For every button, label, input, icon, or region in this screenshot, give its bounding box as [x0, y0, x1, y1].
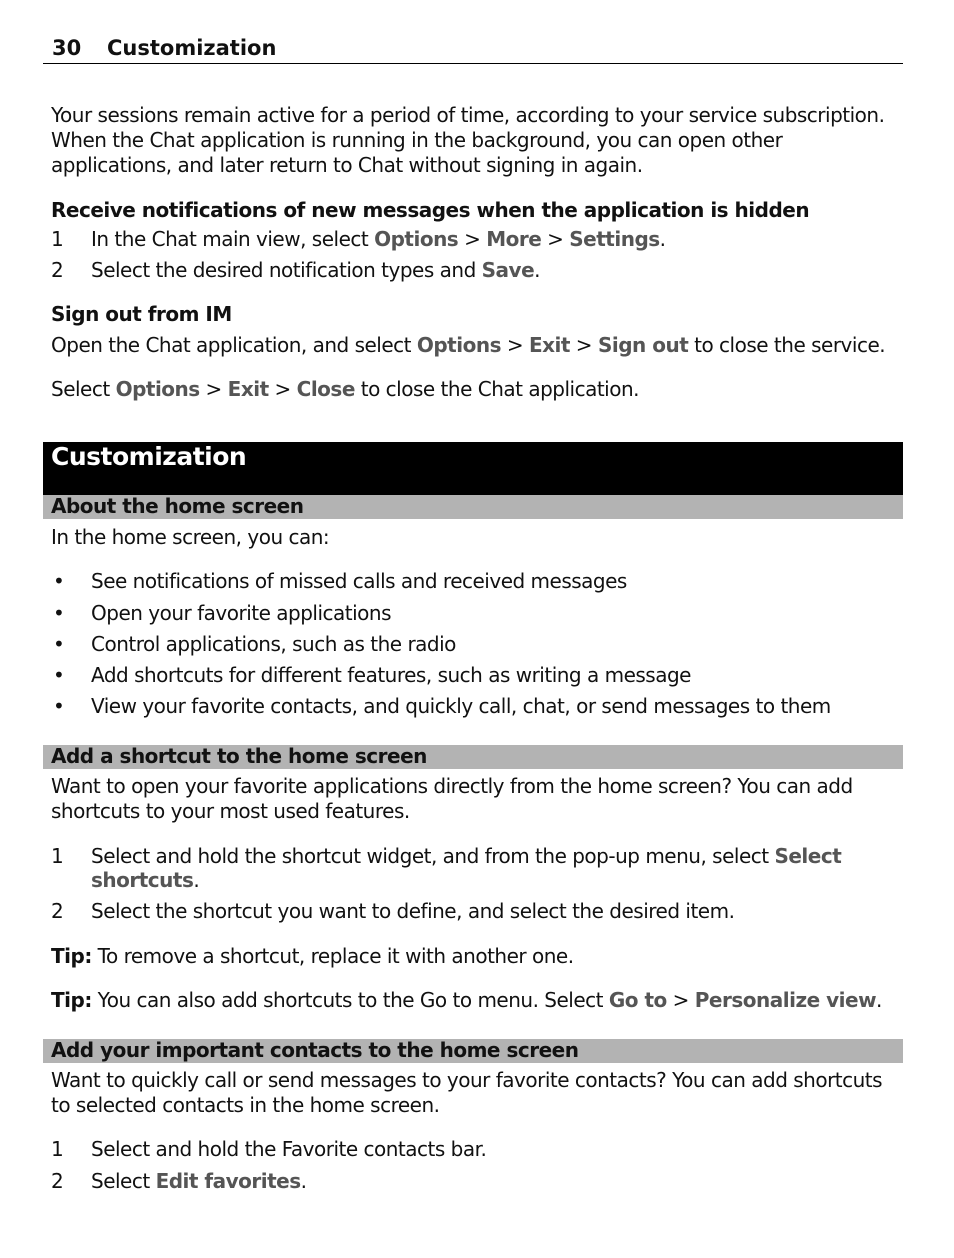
bullet: • — [53, 632, 65, 656]
shortcut-step-1-cont: shortcuts. — [91, 868, 200, 892]
notifications-heading: Receive notifications of new messages when the application is hidden — [51, 198, 810, 222]
running-header — [43, 36, 903, 64]
step-number: 1 — [51, 844, 64, 868]
ui-term: Exit — [227, 377, 269, 401]
section-bar-contacts — [43, 1039, 903, 1063]
step-number: 2 — [51, 899, 64, 923]
chapter-title: Customization — [51, 442, 247, 471]
tip-1: Tip: To remove a shortcut, replace it with another one. — [51, 944, 574, 968]
ui-term: Go to — [608, 988, 667, 1012]
ui-term: Save — [481, 258, 535, 282]
signout-paragraph-1: Open the Chat application, and select Options > Exit > Sign out to close the service. — [51, 333, 886, 357]
ui-term: Options — [374, 227, 459, 251]
tip-label: Tip: — [51, 944, 92, 968]
ui-term: Settings — [569, 227, 660, 251]
section-bar-about — [43, 495, 903, 519]
section-heading: Add your important contacts to the home screen — [51, 1038, 579, 1062]
contacts-step-2: Select Edit favorites. — [91, 1169, 307, 1193]
ui-term: Options — [416, 333, 501, 357]
step-number: 1 — [51, 1137, 64, 1161]
page-number: 30 — [52, 36, 82, 60]
bullet: • — [53, 663, 65, 687]
contacts-intro-2: to selected contacts in the home screen. — [51, 1093, 440, 1117]
list-item: Add shortcuts for different features, such as writing a message — [91, 663, 691, 687]
step-number: 2 — [51, 258, 64, 282]
shortcut-step-1: Select and hold the shortcut widget, and from the pop-up menu, select Select — [91, 844, 842, 868]
ui-term: Select — [774, 844, 842, 868]
shortcut-step-2: Select the shortcut you want to define, and select the desired item. — [91, 899, 735, 923]
signout-heading: Sign out from IM — [51, 302, 232, 326]
section-heading: Add a shortcut to the home screen — [51, 744, 427, 768]
chapter-banner — [43, 442, 903, 495]
ui-term: shortcuts — [91, 868, 194, 892]
intro-line-3: applications, and later return to Chat without signing in again. — [51, 153, 643, 177]
ui-term: Options — [115, 377, 200, 401]
bullet: • — [53, 694, 65, 718]
bullet: • — [53, 569, 65, 593]
contacts-intro-1: Want to quickly call or send messages to your favorite contacts? You can add shortcuts — [51, 1068, 883, 1092]
signout-paragraph-2: Select Options > Exit > Close to close the Chat application. — [51, 377, 640, 401]
ui-term: Close — [296, 377, 355, 401]
ui-term: Exit — [528, 333, 570, 357]
list-item: View your favorite contacts, and quickly call, chat, or send messages to them — [91, 694, 831, 718]
tip-2: Tip: You can also add shortcuts to the Go to menu. Select Go to > Personalize view. — [51, 988, 882, 1012]
tip-label: Tip: — [51, 988, 92, 1012]
shortcut-intro-2: shortcuts to your most used features. — [51, 799, 410, 823]
step-number: 2 — [51, 1169, 64, 1193]
list-item: Open your favorite applications — [91, 601, 391, 625]
about-intro: In the home screen, you can: — [51, 525, 330, 549]
intro-line-1: Your sessions remain active for a period of time, according to your service subscription. — [51, 103, 885, 127]
list-item: Control applications, such as the radio — [91, 632, 456, 656]
intro-line-2: When the Chat application is running in the background, you can open other — [51, 128, 783, 152]
notifications-step-1: In the Chat main view, select Options > More > Settings. — [91, 227, 666, 251]
list-item: See notifications of missed calls and received messages — [91, 569, 627, 593]
header-title: Customization — [107, 36, 277, 60]
notifications-step-2: Select the desired notification types and Save. — [91, 258, 540, 282]
ui-term: Sign out — [597, 333, 689, 357]
section-bar-shortcut — [43, 745, 903, 769]
contacts-step-1: Select and hold the Favorite contacts bar. — [91, 1137, 487, 1161]
ui-term: Personalize view — [694, 988, 877, 1012]
ui-term: More — [486, 227, 542, 251]
ui-term: Edit favorites — [155, 1169, 301, 1193]
step-number: 1 — [51, 227, 64, 251]
bullet: • — [53, 601, 65, 625]
section-heading: About the home screen — [51, 494, 304, 518]
shortcut-intro-1: Want to open your favorite applications directly from the home screen? You can add — [51, 774, 853, 798]
